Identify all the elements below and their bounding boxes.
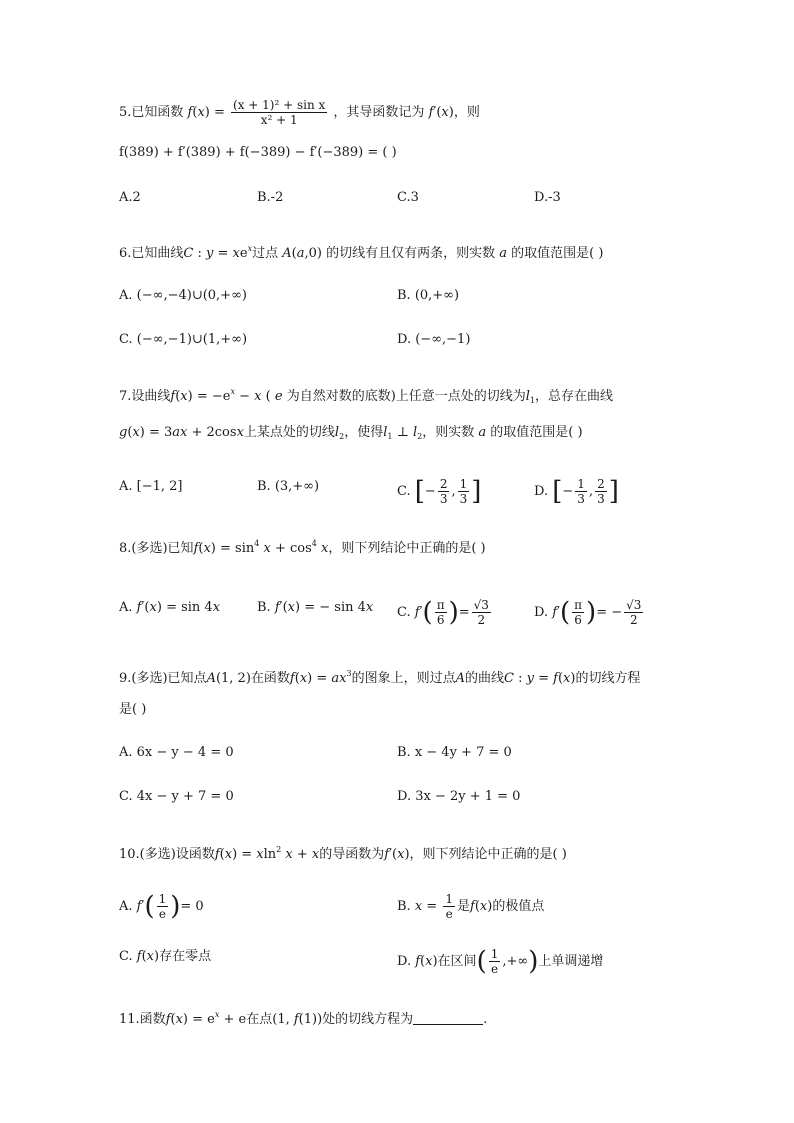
q9-option-d: D. 3x − 2y + 1 = 0 xyxy=(397,789,521,804)
question-10-stem: 10.(多选)设函数f(x) = xln$^2$ x + x的导函数为f′(x)，则下列结论中正确的是( ) xyxy=(119,845,567,862)
question-9-line-1: 9.(多选)已知点A(1, 2)在函数$f(x) = ax^3$的图象上，则过点A的曲线C : y = f(x)的切线方程 xyxy=(119,669,641,686)
q6-option-c: C. (−∞,−1)∪(1,+∞) xyxy=(119,332,248,347)
q8-option-d: D. f′( $\frac{\pi}{6}$ )= − $\frac{√3}{2}$ xyxy=(534,597,642,628)
q5-fraction-numerator: (x + 1)² + sin x xyxy=(233,98,326,112)
question-9-line-2: 是( ) xyxy=(119,702,147,717)
q6-option-a: A. (−∞,−4)∪(0,+∞) xyxy=(119,288,247,303)
question-8-stem: 8.(多选)已知$f(x) = \sin^4 x + \cos^4 x$，则下列结论中正确的是( ) xyxy=(119,539,486,556)
q10-option-b: B. x = $\frac{1}{e}$ 是f(x)的极值点 xyxy=(397,892,545,921)
q8-option-b: B. f′(x) = − sin 4x xyxy=(257,600,374,615)
q8-option-c: C. f′( $\frac{\pi}{6}$ )= $\frac{√3}{2}$ xyxy=(397,597,489,628)
q10-option-d: D. f(x)在区间( $\frac{1}{e}$ ,+∞)上单调递增 xyxy=(397,946,604,977)
q5-option-d: D.-3 xyxy=(534,190,561,205)
q6-option-d: D. (−∞,−1) xyxy=(397,332,471,347)
q7-option-c: C. [− $\frac{2}{3}$ , $\frac{1}{3}$ ] xyxy=(397,476,482,507)
q9-option-c: C. 4x − y + 7 = 0 xyxy=(119,789,234,804)
q7-option-b: B. (3,+∞) xyxy=(257,479,320,494)
q5-option-a: A.2 xyxy=(119,190,141,205)
q5-option-b: B.-2 xyxy=(257,190,284,205)
q10-option-a: A. f′( $\frac{1}{e}$ )= 0 xyxy=(119,891,204,922)
q5-fraction xyxy=(231,98,327,127)
q5-option-c: C.3 xyxy=(397,190,419,205)
q7-option-d: D. [− $\frac{1}{3}$ , $\frac{2}{3}$ ] xyxy=(534,476,619,507)
question-6-stem: 6.已知曲线C : $y = xe^x$过点 A(a,0) 的切线有且仅有两条，则实数 a 的取值范围是( ) xyxy=(119,244,604,261)
question-11-stem: 11.函数$f(x) = e^x + e$在点(1, f(1))处的切线方程为 . xyxy=(119,1010,488,1027)
q7-option-a: A. [−1, 2] xyxy=(119,479,183,494)
q8-option-a: A. f′(x) = sin 4x xyxy=(119,600,221,615)
question-7-line-1: 7.设曲线$f(x) = -e^x - x$ ( e 为自然对数的底数)上任意一点处的切线为$l_1$，总存在曲线 xyxy=(119,387,614,405)
q10-option-c: C. f(x)存在零点 xyxy=(119,949,212,964)
q5-fraction-denominator: x² + 1 xyxy=(260,113,298,127)
q9-option-b: B. x − 4y + 7 = 0 xyxy=(397,745,512,760)
question-7-line-2: g(x) = 3ax + 2cosx上某点处的切线$l_2$，使得$l_1$ ⊥ $l_2$，则实数 a 的取值范围是( ) xyxy=(119,425,583,441)
q6-option-b: B. (0,+∞) xyxy=(397,288,460,303)
question-5-line-2: f(389) + f′(389) + f(−389) − f′(−389) = ( ) xyxy=(119,145,397,160)
q9-option-a: A. 6x − y − 4 = 0 xyxy=(119,745,234,760)
answer-blank[interactable] xyxy=(413,1010,483,1025)
question-5-line-1: 5.已知函数 f(x) = $\frac{\text{(x + 1)² + sin x}}{\text{x² + 1}}$ ，其导函数记为 f′(x)，则 xyxy=(119,98,480,127)
